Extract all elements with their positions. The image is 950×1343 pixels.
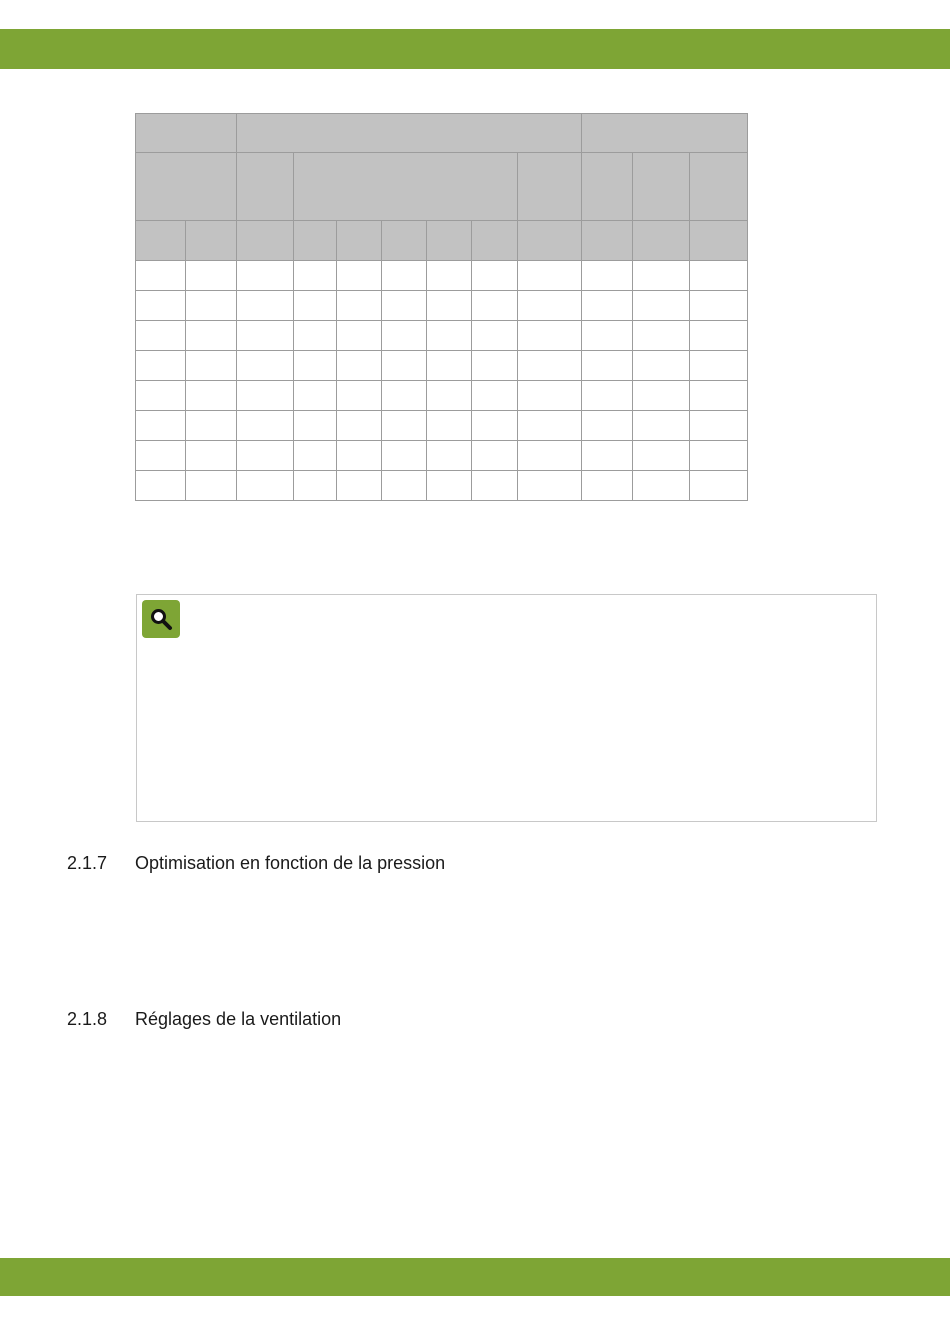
table-cell [294,471,337,501]
section-number: 2.1.8 [67,1009,108,1029]
table-cell [186,471,237,501]
table-row [136,261,748,291]
table-cell [582,351,633,381]
table-header-cell [136,114,237,153]
table-cell [690,381,748,411]
table-cell [518,351,582,381]
table-header-cell [582,114,748,153]
table-cell [337,471,382,501]
table-header-cell [186,221,237,261]
table-row [136,471,748,501]
table-cell [633,411,690,441]
table-row [136,381,748,411]
table-cell [294,381,337,411]
table-cell [427,261,472,291]
table-cell [518,411,582,441]
table-header-cell [690,153,748,221]
table-cell [518,471,582,501]
footer-band [0,1258,950,1296]
table-cell [237,351,294,381]
table-cell [186,411,237,441]
table-cell [136,381,186,411]
table-cell [472,441,518,471]
table-cell [237,381,294,411]
table-cell [633,291,690,321]
table-row [136,351,748,381]
table-cell [633,441,690,471]
table-cell [582,321,633,351]
table-header-row-3 [136,221,748,261]
table-cell [582,381,633,411]
table-cell [186,351,237,381]
table-header-cell [518,221,582,261]
table-row [136,291,748,321]
table-row [136,321,748,351]
table-cell [690,351,748,381]
table-cell [427,321,472,351]
table-header-row-2 [136,153,748,221]
table-cell [237,441,294,471]
table-cell [237,321,294,351]
table-cell [237,471,294,501]
table-cell [136,411,186,441]
section-number: 2.1.7 [67,853,108,873]
table-header-cell [294,153,518,221]
table-header-cell [472,221,518,261]
table-cell [294,321,337,351]
table-cell [186,261,237,291]
table-cell [690,291,748,321]
table-header-cell [633,153,690,221]
table-cell [382,411,427,441]
table-cell [690,321,748,351]
table-cell [518,261,582,291]
table-cell [633,471,690,501]
table-cell [294,441,337,471]
data-table [135,113,748,501]
table-cell [186,441,237,471]
table-cell [582,471,633,501]
table-cell [582,441,633,471]
table-cell [337,411,382,441]
table-header-cell [237,221,294,261]
header-band [0,29,950,69]
table-cell [582,261,633,291]
table-cell [472,411,518,441]
table-cell [136,261,186,291]
table-cell [427,411,472,441]
table-cell [294,411,337,441]
table-cell [136,351,186,381]
table-header-cell [237,114,582,153]
table-cell [382,261,427,291]
table-cell [294,261,337,291]
table-cell [382,321,427,351]
section-heading-2-1-8 [67,1009,341,1030]
table-cell [382,351,427,381]
table-cell [294,351,337,381]
table-cell [472,381,518,411]
table-cell [186,321,237,351]
table-cell [472,261,518,291]
table-cell [518,291,582,321]
table-cell [427,381,472,411]
table-row [136,411,748,441]
table-header-cell [237,153,294,221]
table-cell [337,291,382,321]
table-cell [582,411,633,441]
table-header-cell [582,153,633,221]
table-cell [518,441,582,471]
section-heading-2-1-7 [67,853,445,874]
table-header-cell [337,221,382,261]
table-cell [136,321,186,351]
table-cell [690,441,748,471]
note-box [136,594,877,822]
table-cell [690,411,748,441]
table-cell [382,471,427,501]
table-cell [427,351,472,381]
section-title: Optimisation en fonction de la pression [135,853,446,873]
table-cell [633,381,690,411]
table-cell [337,441,382,471]
table-header-cell [427,221,472,261]
table-header-cell [294,221,337,261]
table-cell [186,381,237,411]
table-cell [136,291,186,321]
table-cell [337,261,382,291]
table-cell [337,381,382,411]
table-cell [427,291,472,321]
magnifier-icon [142,600,180,638]
table-header-cell [136,153,237,221]
section-title: Réglages de la ventilation [135,1009,342,1029]
table-cell [294,291,337,321]
table-cell [582,291,633,321]
table-cell [382,441,427,471]
table-header-cell [518,153,582,221]
table-header-cell [633,221,690,261]
table-cell [518,321,582,351]
table-header-cell [690,221,748,261]
table-cell [633,261,690,291]
table-cell [237,411,294,441]
table-cell [186,291,237,321]
table-cell [382,291,427,321]
table-cell [337,321,382,351]
table-cell [518,381,582,411]
table-cell [472,321,518,351]
table-row [136,441,748,471]
table-cell [633,351,690,381]
table-cell [237,261,294,291]
table-cell [472,351,518,381]
table-cell [472,471,518,501]
table-cell [690,471,748,501]
table-header-row-1 [136,114,748,153]
table-cell [427,471,472,501]
table-header-cell [582,221,633,261]
table-cell [337,351,382,381]
table-cell [136,471,186,501]
table-cell [690,261,748,291]
table-cell [633,321,690,351]
table-header-cell [136,221,186,261]
table-cell [237,291,294,321]
table-header-cell [382,221,427,261]
table-cell [427,441,472,471]
table-cell [472,291,518,321]
table-cell [136,441,186,471]
table-cell [382,381,427,411]
